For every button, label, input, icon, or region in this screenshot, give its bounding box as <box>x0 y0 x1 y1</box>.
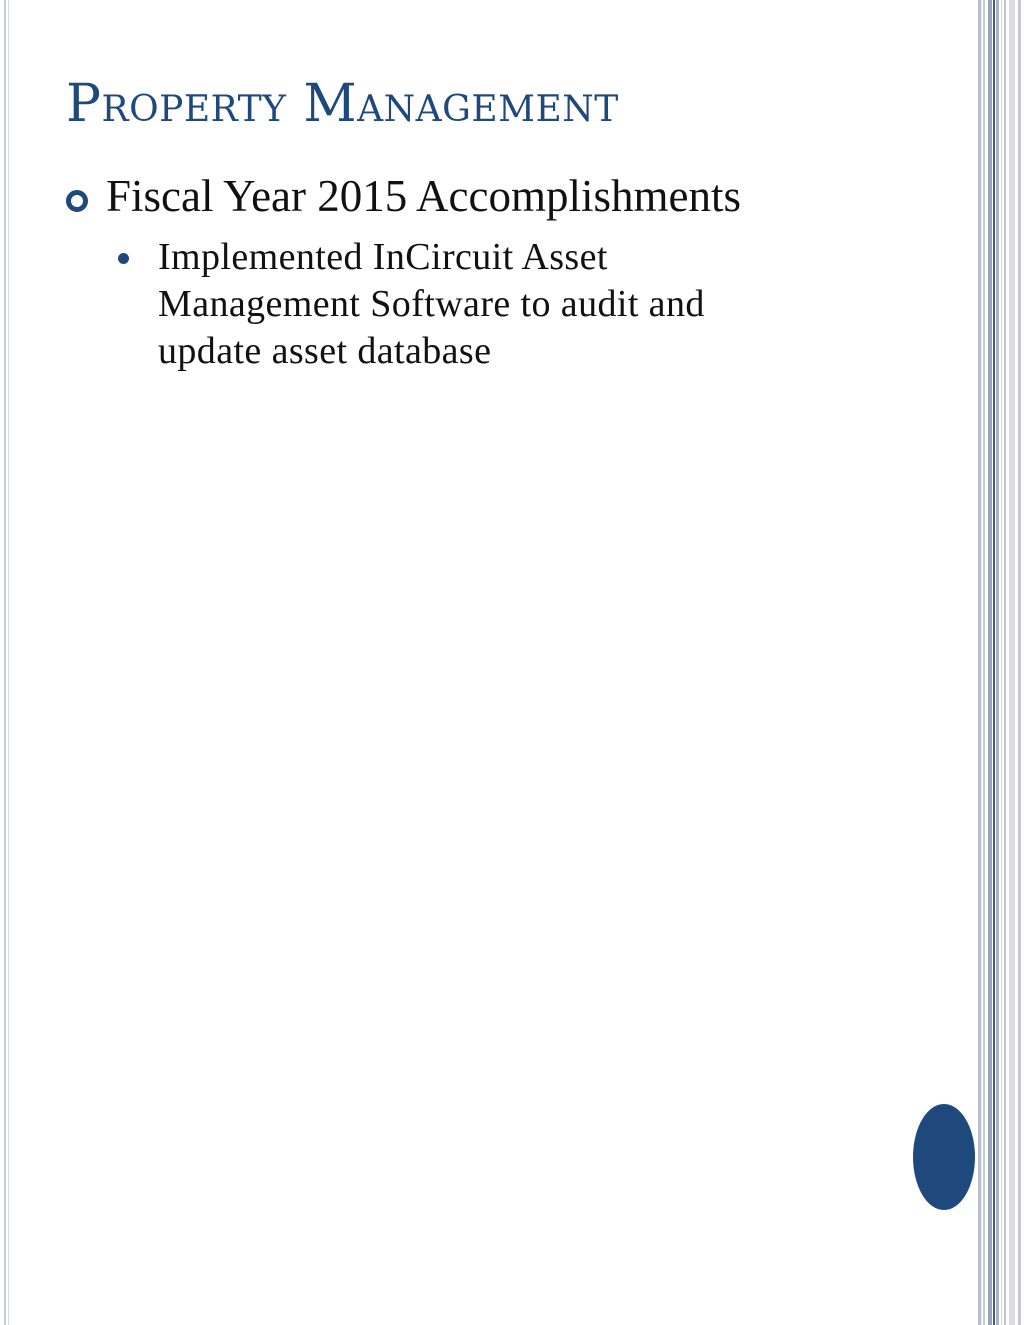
right-stripe <box>983 0 985 1325</box>
ring-bullet-icon <box>66 190 88 212</box>
right-stripe <box>1001 0 1002 1325</box>
right-stripe <box>1004 0 1006 1325</box>
right-stripe <box>981 0 982 1325</box>
left-border-line-inner <box>8 0 9 1325</box>
right-border-stripes <box>978 0 1024 1325</box>
bullet-text-level1: Fiscal Year 2015 Accomplishments <box>106 171 741 221</box>
page-marker-oval <box>913 1104 975 1210</box>
right-stripe <box>988 0 992 1325</box>
right-stripe <box>1018 0 1021 1325</box>
left-border-line <box>4 0 6 1325</box>
slide-title: Property Management <box>66 74 619 134</box>
dot-bullet-icon <box>118 253 129 264</box>
right-stripe <box>996 0 999 1325</box>
right-stripe <box>1009 0 1015 1325</box>
bullet-text-level2: Implemented InCircuit Asset Management Software to audit and update asset database <box>158 236 705 372</box>
right-stripe <box>993 0 995 1325</box>
